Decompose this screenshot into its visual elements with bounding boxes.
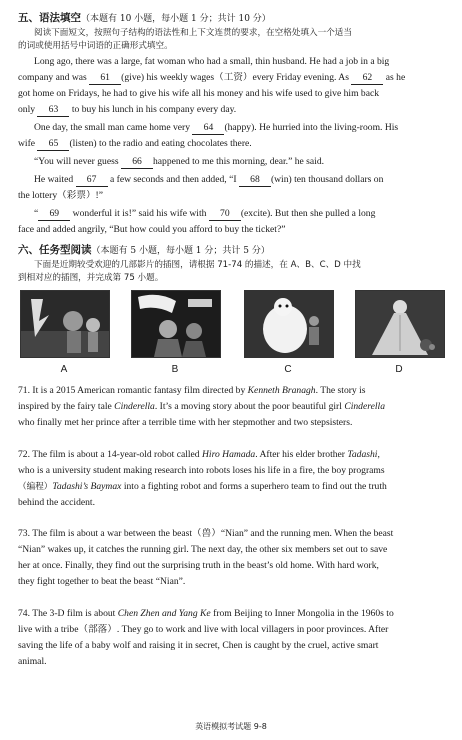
section6-instruction: 下面是近期较受欢迎的几部影片的插图，请根据 71-74 的描述，在 A、B、C、D 中找 [34, 260, 361, 270]
q72-line: （编程）Tadashi’s Baymax into a fighting robot and forms a superhero team to find out the truth [18, 481, 387, 492]
film-image-d[interactable] [355, 290, 445, 358]
q71-line: 71. It is a 2015 American romantic fantasy film directed by Kenneth Branagh. The story is [18, 385, 366, 396]
passage-line: Long ago, there was a large, fat woman who had a small, thin husband. He had a job in a big [34, 56, 390, 67]
q73-line: her at once. Finally, they find out the surprising truth in the beast’s old home. With hard work, [18, 560, 379, 571]
q74-line: live with a tribe（部落）. They go to work and live with local villagers in poor provinces. After [18, 624, 389, 635]
film-image-c[interactable] [244, 290, 334, 358]
film-image-b[interactable] [131, 290, 221, 358]
passage-line: wife 65 (listen) to the radio and eating chocolates there. [18, 138, 252, 149]
q72-line: behind the accident. [18, 497, 95, 508]
passage-line: “ 69 wonderful it is!” said his wife with 70 (excite). But then she pulled a long [34, 208, 376, 219]
blank-69[interactable]: 69 [38, 208, 70, 221]
q71-line: who finally met her prince after a terrible time with her stepmother and two stepsisters. [18, 417, 353, 428]
q72-line: 72. The film is about a 14-year-old robot called Hiro Hamada. After his elder brother Tadashi, [18, 449, 380, 460]
passage-line: the lottery（彩票）!” [18, 190, 103, 201]
q74-line: 74. The 3-D film is about Chen Zhen and Yang Ke from Beijing to Inner Mongolia in the 1960s to [18, 608, 394, 619]
section5-heading: 五、语法填空 [18, 12, 81, 24]
page-footer: 英语模拟考试题 9-8 [195, 722, 267, 731]
passage-line: “You will never guess 66 happened to me this morning, dear.” he said. [34, 156, 325, 167]
section6-note: （本题有 5 小题，每小题 1 分；共计 5 分） [91, 246, 270, 256]
blank-64[interactable]: 64 [192, 122, 224, 135]
passage-line: He waited 67 a few seconds and then added, “I 68 (win) ten thousand dollars on [34, 174, 384, 185]
blank-66[interactable]: 66 [121, 156, 153, 169]
passage-line: only 63 to buy his lunch in his company every day. [18, 104, 237, 115]
passage-line: got home on Fridays, he had to give his wife all his money and his wife used to give him back [18, 88, 380, 99]
label-c: C [284, 364, 292, 375]
section6-heading: 六、任务型阅读 [18, 244, 92, 256]
blank-63[interactable]: 63 [37, 104, 69, 117]
blank-65[interactable]: 65 [37, 138, 69, 151]
q73-line: “Nian” wakes up, it catches the running girl. The next day, the other six members set out to save [18, 544, 388, 555]
passage-line: face and added angrily, “But how could you afford to buy the ticket?” [18, 224, 286, 235]
section5-title [18, 10, 271, 25]
blank-67[interactable]: 67 [76, 174, 108, 187]
section5-instruction: 阅读下面短文，按照句子结构的语法性和上下文连贯的要求，在空格处填入一个适当 [34, 28, 352, 38]
q74-line: saving the life of a baby wolf and raising it in secret, Chen is caught by the cruel, active smart [18, 640, 379, 651]
q73-line: they fight together to beat the beast “Nian”. [18, 576, 186, 587]
section6-title [18, 242, 270, 257]
q72-line: who is a university student making research into robots loses his life in a fire, the boy programs [18, 465, 385, 476]
label-a: A [60, 364, 68, 375]
blank-62[interactable]: 62 [351, 72, 383, 85]
section6-instruction-2: 到相对应的插图，并完成第 75 小题。 [18, 273, 164, 283]
label-d: D [395, 364, 403, 375]
film-image-a[interactable] [20, 290, 110, 358]
passage-line: One day, the small man came home very 64 (happy). He hurried into the living-room. His [34, 122, 399, 133]
section5-note: （本题有 10 小题，每小题 1 分；共计 10 分） [81, 14, 271, 24]
passage-line: company and was 61 (give) his weekly wages（工资）every Friday evening. As 62 as he [18, 72, 406, 83]
section5-instruction-2: 的词或使用括号中词语的正确形式填空。 [18, 41, 173, 51]
q74-line: animal. [18, 656, 47, 667]
blank-68[interactable]: 68 [239, 174, 271, 187]
q71-line: inspired by the fairy tale Cinderella. It’s a moving story about the poor beautiful girl Cinderella [18, 401, 385, 412]
label-b: B [171, 364, 179, 375]
blank-70[interactable]: 70 [209, 208, 241, 221]
q73-line: 73. The film is about a war between the beast（兽）“Nian” and the running men. When the beast [18, 528, 394, 539]
blank-61[interactable]: 61 [89, 72, 121, 85]
